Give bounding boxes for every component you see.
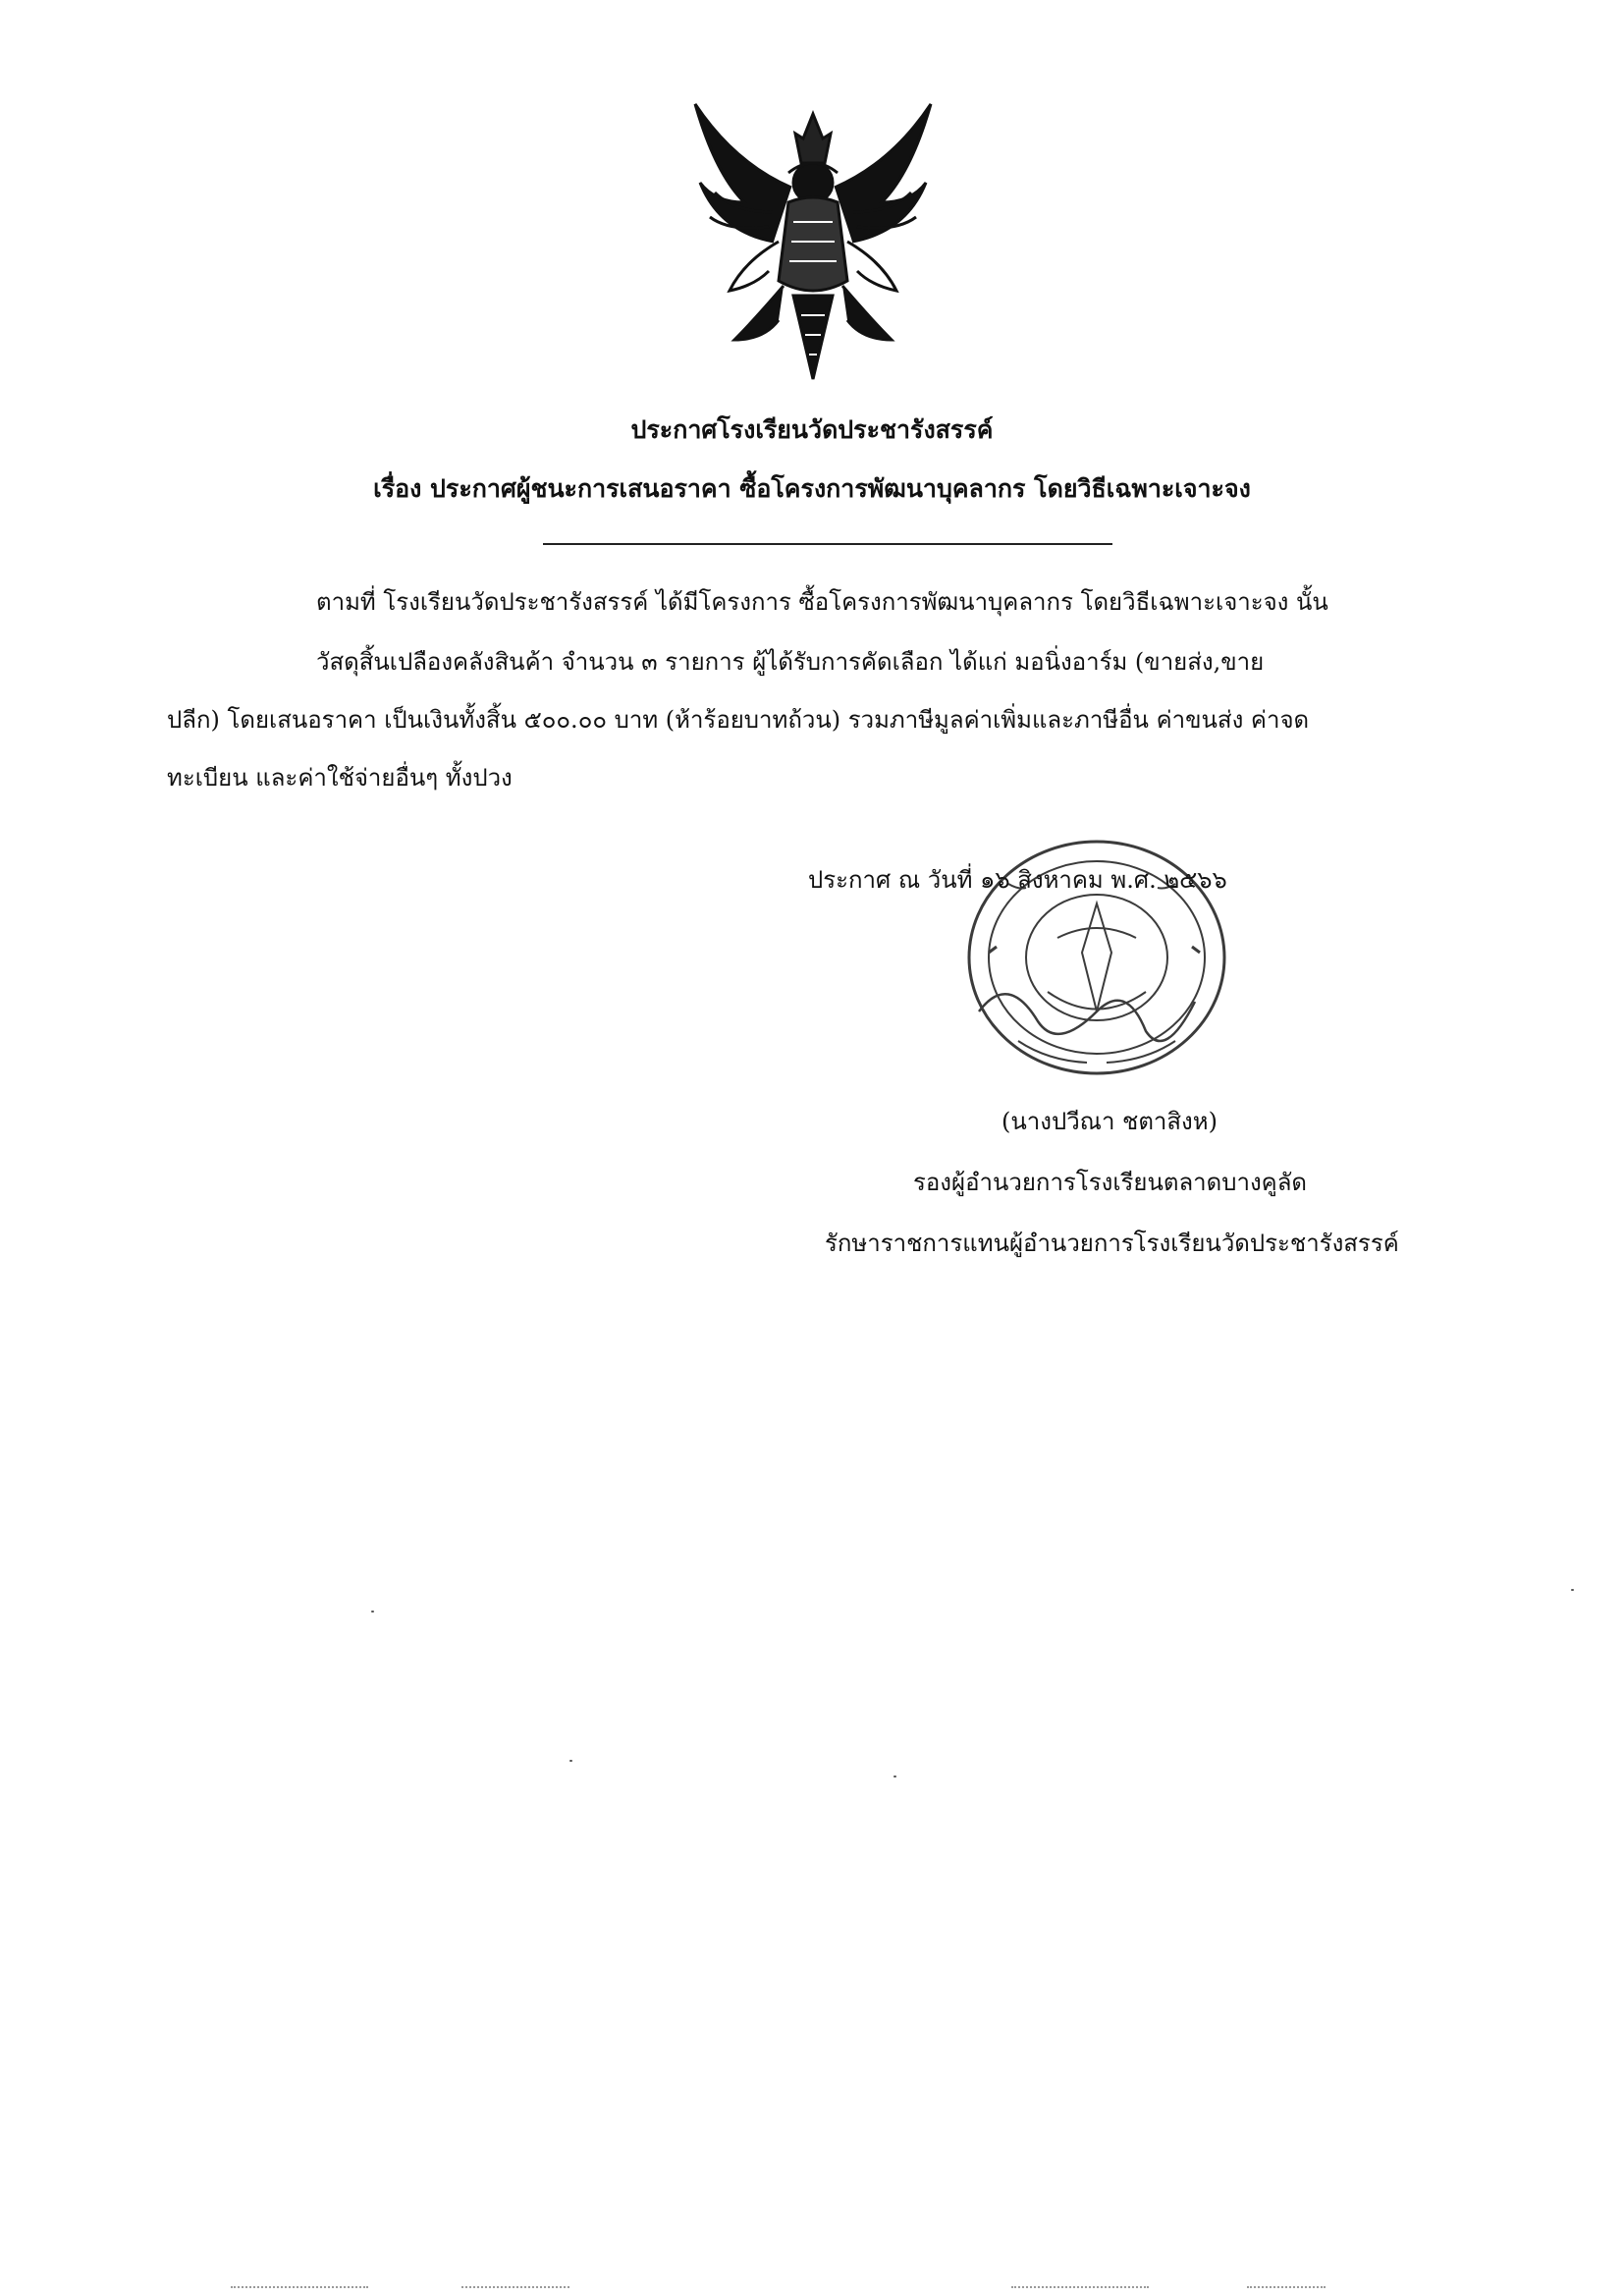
document-title: ประกาศโรงเรียนวัดประชารังสรรค์ — [630, 415, 994, 444]
scan-edge-dots — [1011, 2286, 1149, 2288]
school-seal-icon — [949, 825, 1244, 1090]
document-subject: เรื่อง ประกาศผู้ชนะการเสนอราคา ซื้อโครงการพัฒนาบุคลากร โดยวิธีเฉพาะเจาะจง — [373, 474, 1251, 503]
garuda-emblem-icon — [676, 94, 950, 389]
body-line-1: ตามที่ โรงเรียนวัดประชารังสรรค์ ได้มีโครงการ ซื้อโครงการพัฒนาบุคลากร โดยวิธีเฉพาะเจาะจง นั้น — [316, 588, 1328, 616]
scan-speck — [893, 1776, 896, 1777]
scan-edge-dots — [461, 2286, 569, 2288]
body-line-2: วัสดุสิ้นเปลืองคลังสินค้า จำนวน ๓ รายการ ผู้ได้รับการคัดเลือก ได้แก่ มอนิ่งอาร์ม (ขายส่ง,ขาย — [316, 648, 1265, 676]
scan-edge-dots — [231, 2286, 368, 2288]
signer-acting-position: รักษาราชการแทนผู้อำนวยการโรงเรียนวัดประชารังสรรค์ — [825, 1230, 1399, 1257]
announce-date: ประกาศ ณ วันที่ ๑๖ สิงหาคม พ.ศ. ๒๕๖๖ — [808, 866, 1227, 894]
scan-speck — [1571, 1589, 1574, 1591]
body-line-3: ปลีก) โดยเสนอราคา เป็นเงินทั้งสิ้น ๕๐๐.๐๐ บาท (ห้าร้อยบาทถ้วน) รวมภาษีมูลค่าเพิ่มและภาษีอื่น ค่าขนส่ง ค่าจด — [167, 706, 1310, 734]
title-divider — [543, 543, 1112, 545]
body-line-4: ทะเบียน และค่าใช้จ่ายอื่นๆ ทั้งปวง — [167, 764, 513, 792]
scan-edge-dots — [1247, 2286, 1326, 2288]
scan-speck — [371, 1611, 374, 1613]
signer-position: รองผู้อำนวยการโรงเรียนตลาดบางคูลัด — [913, 1169, 1308, 1196]
scan-speck — [569, 1760, 572, 1762]
signer-name: (นางปวีณา ชตาสิงห) — [1001, 1108, 1218, 1135]
